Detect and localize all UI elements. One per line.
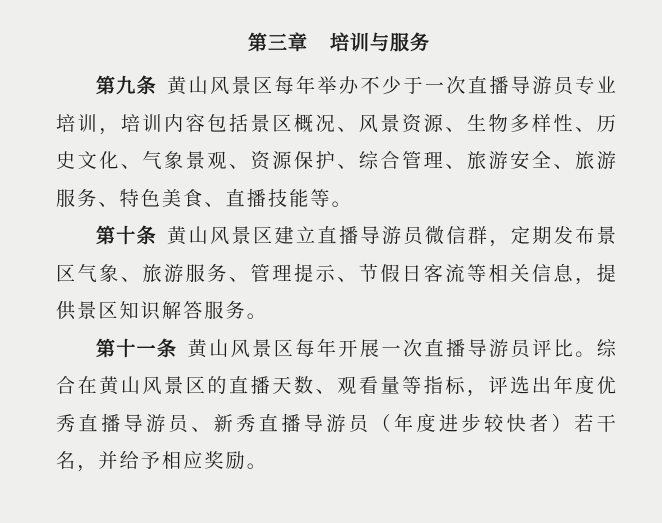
article-label: 第十一条 bbox=[96, 337, 178, 360]
article-text: 黄山风景区建立直播导游员微信群，定期发布景区气象、旅游服务、管理提示、节假日客流等相关信息，提供景区知识解答服务。 bbox=[56, 225, 618, 322]
article-11 bbox=[56, 331, 618, 481]
article-text: 黄山风景区每年举办不少于一次直播导游员专业培训，培训内容包括景区概况、风景资源、生物多样性、历史文化、气象景观、资源保护、综合管理、旅游安全、旅游服务、特色美食、直播技能等。 bbox=[56, 75, 618, 210]
article-text: 黄山风景区每年开展一次直播导游员评比。综合在黄山风景区的直播天数、观看量等指标，评选出年度优秀直播导游员、新秀直播导游员（年度进步较快者）若干名，并给予相应奖励。 bbox=[56, 337, 618, 472]
article-label: 第十条 bbox=[96, 225, 157, 247]
article-10 bbox=[56, 218, 618, 331]
chapter-heading bbox=[56, 30, 618, 56]
article-label: 第九条 bbox=[96, 75, 157, 97]
chapter-title: 培训与服务 bbox=[330, 32, 431, 54]
article-9 bbox=[56, 68, 618, 218]
chapter-number: 第三章 bbox=[247, 32, 308, 54]
